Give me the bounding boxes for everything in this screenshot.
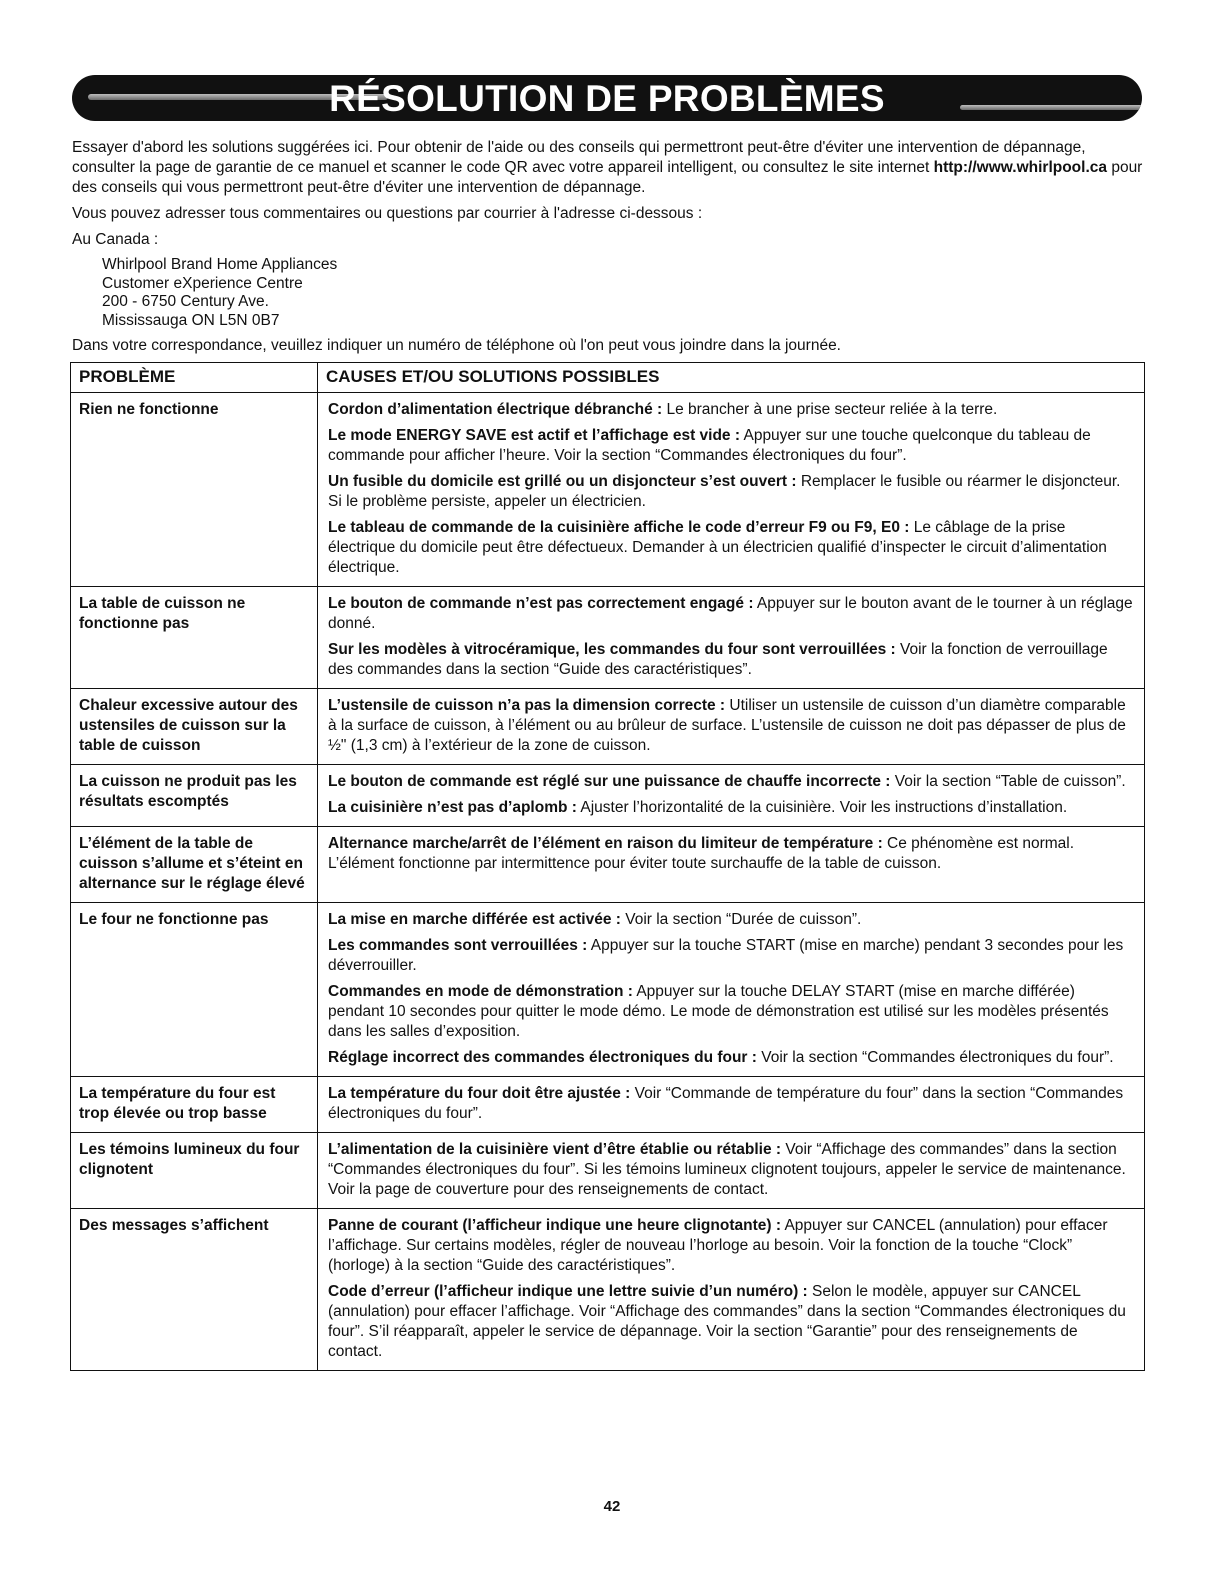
cause-label: La cuisinière n’est pas d’aplomb : — [328, 799, 577, 816]
solutions-cell — [318, 689, 1145, 765]
solution-item — [328, 1216, 1134, 1276]
mailing-address — [102, 256, 1144, 330]
solution-item — [328, 982, 1134, 1042]
solutions-cell — [318, 587, 1145, 689]
page-number: 42 — [603, 1498, 621, 1515]
solution-text: Selon le modèle, appuyer sur CANCEL (annulation) pour effacer l’affichage. Voir “Affichage des commandes” dans la section “Commandes électroniques du four”. S’il réapparaît, appeler le service de dépannage. Voir la section “Garantie” pour des renseignements de contact. — [328, 1283, 1126, 1360]
solution-item — [328, 426, 1134, 466]
solution-item — [328, 1084, 1134, 1124]
troubleshooting-table — [70, 362, 1145, 1371]
cause-label: Code d’erreur (l’afficheur indique une lettre suivie d’un numéro) : — [328, 1283, 808, 1300]
solution-item — [328, 910, 1134, 930]
solution-item — [328, 1140, 1134, 1200]
solution-text: Le câblage de la prise électrique du domicile peut être défectueux. Demander à un électricien qualifié d’inspecter le circuit d’alimentation électrique. — [328, 519, 1107, 576]
solution-text: Voir la section “Durée de cuisson”. — [620, 911, 862, 928]
cause-label: Le bouton de commande n’est pas correctement engagé : — [328, 595, 754, 612]
solution-item — [328, 400, 1134, 420]
solution-item — [328, 472, 1134, 512]
solutions-cell — [318, 393, 1145, 587]
solution-text: Remplacer le fusible ou réarmer le disjoncteur. Si le problème persiste, appeler un électricien. — [328, 473, 1121, 510]
cause-label: Cordon d’alimentation électrique débranché : — [328, 401, 663, 418]
cause-label: L’alimentation de la cuisinière vient d’être établie ou rétablie : — [328, 1141, 782, 1158]
table-row — [71, 765, 1145, 827]
cause-label: Panne de courant (l’afficheur indique une heure clignotante) : — [328, 1217, 781, 1234]
table-row — [71, 1077, 1145, 1133]
problem-cell: L’élément de la table de cuisson s’allume et s’éteint en alternance sur le réglage élevé — [71, 827, 318, 903]
table-row — [71, 1133, 1145, 1209]
problem-cell: Les témoins lumineux du four clignotent — [71, 1133, 318, 1209]
solution-text: Ajuster l’horizontalité de la cuisinière. Voir les instructions d’installation. — [576, 799, 1068, 816]
intro-text-end: pour des conseils qui vous permettront peut-être d'éviter une intervention de dépannage. — [72, 159, 1143, 196]
solution-text: Appuyer sur une touche quelconque du tableau de commande pour afficher l’heure. Voir la section “Commandes électroniques du four”. — [328, 427, 1091, 464]
solution-text: Le brancher à une prise secteur reliée à la terre. — [662, 401, 998, 418]
phone-instructions: Dans votre correspondance, veuillez indiquer un numéro de téléphone où l'on peut vous joindre dans la journée. — [72, 337, 841, 354]
problem-cell: Chaleur excessive autour des ustensiles de cuisson sur la table de cuisson — [71, 689, 318, 765]
country-label: Au Canada : — [72, 231, 159, 248]
address-line: 200 - 6750 Century Ave. — [102, 293, 269, 310]
problem-cell: Le four ne fonctionne pas — [71, 903, 318, 1077]
solution-text: Appuyer sur la touche DELAY START (mise en marche différée) pendant 10 secondes pour quitter le mode démo. Le mode de démonstration est utilisé sur les modèles présentés dans les salles d’exposition. — [328, 983, 1109, 1040]
problem-cell: La cuisson ne produit pas les résultats escomptés — [71, 765, 318, 827]
cause-label: Les commandes sont verrouillées : — [328, 937, 588, 954]
problem-cell: La température du four est trop élevée ou trop basse — [71, 1077, 318, 1133]
solution-text: Voir la section “Table de cuisson”. — [890, 773, 1126, 790]
solutions-cell — [318, 903, 1145, 1077]
solution-item — [328, 936, 1134, 976]
table-row — [71, 689, 1145, 765]
cause-label: Le mode ENERGY SAVE est actif et l’affichage est vide : — [328, 427, 741, 444]
solution-item — [328, 640, 1134, 680]
column-header-problem: PROBLÈME — [71, 363, 318, 393]
cause-label: Le tableau de commande de la cuisinière affiche le code d’erreur F9 ou F9, E0 : — [328, 519, 910, 536]
table-row — [71, 827, 1145, 903]
solution-text: Appuyer sur la touche START (mise en marche) pendant 3 secondes pour les déverrouiller. — [328, 937, 1124, 974]
solution-text: Voir la fonction de verrouillage des commandes dans la section “Guide des caractéristiques”. — [328, 641, 1108, 678]
cause-label: Réglage incorrect des commandes électroniques du four : — [328, 1049, 757, 1066]
website-link[interactable]: http://www.whirlpool.ca — [933, 159, 1108, 176]
solution-text: Ce phénomène est normal. L’élément fonctionne par intermittence pour éviter toute surchauffe de la table de cuisson. — [328, 835, 1075, 872]
table-header-row — [71, 363, 1145, 393]
cause-label: L’ustensile de cuisson n’a pas la dimension correcte : — [328, 697, 726, 714]
intro-text: Essayer d'abord les solutions suggérées ici. Pour obtenir de l'aide ou des conseils qui permettront peut-être d'éviter une intervention de dépannage, consulter la page de garantie de ce manuel et scanner le code QR avec votre appareil intelligent, ou consultez le site internet — [72, 139, 1086, 176]
table-row — [71, 1209, 1145, 1371]
table-row — [71, 587, 1145, 689]
cause-label: Alternance marche/arrêt de l’élément en raison du limiteur de température : — [328, 835, 883, 852]
cause-label: Sur les modèles à vitrocéramique, les commandes du four sont verrouillées : — [328, 641, 896, 658]
solution-item — [328, 594, 1134, 634]
problem-cell: Rien ne fonctionne — [71, 393, 318, 587]
solution-item — [328, 1048, 1134, 1068]
solution-item — [328, 1282, 1134, 1362]
problem-cell: Des messages s’affichent — [71, 1209, 318, 1371]
mail-instructions: Vous pouvez adresser tous commentaires ou questions par courrier à l'adresse ci-dessous : — [72, 205, 703, 222]
intro-section — [72, 138, 1144, 362]
solution-text: Voir “Commande de température du four” dans la section “Commandes électroniques du four”. — [328, 1085, 1124, 1122]
solutions-cell — [318, 765, 1145, 827]
solution-item — [328, 518, 1134, 578]
solutions-cell — [318, 1133, 1145, 1209]
solutions-cell — [318, 1077, 1145, 1133]
address-line: Customer eXperience Centre — [102, 274, 303, 292]
solution-text: Voir “Affichage des commandes” dans la section “Commandes électroniques du four”. Si les témoins lumineux clignotent toujours, appeler le service de maintenance. Voir la page de couverture pour des renseignements de contact. — [328, 1141, 1126, 1198]
cause-label: Un fusible du domicile est grillé ou un disjoncteur s’est ouvert : — [328, 473, 797, 490]
solution-text: Voir la section “Commandes électroniques du four”. — [756, 1049, 1114, 1066]
solutions-cell — [318, 827, 1145, 903]
table-row — [71, 393, 1145, 587]
problem-cell: La table de cuisson ne fonctionne pas — [71, 587, 318, 689]
solution-item — [328, 798, 1134, 818]
cause-label: La mise en marche différée est activée : — [328, 911, 621, 928]
solution-item — [328, 834, 1134, 874]
page-title: RÉSOLUTION DE PROBLÈMES — [329, 78, 885, 119]
solution-item — [328, 772, 1134, 792]
title-banner — [72, 75, 1142, 121]
intro-paragraph — [72, 138, 1144, 198]
solutions-cell — [318, 1209, 1145, 1371]
solution-item — [328, 696, 1134, 756]
address-line: Whirlpool Brand Home Appliances — [102, 256, 338, 273]
column-header-causes: CAUSES ET/OU SOLUTIONS POSSIBLES — [318, 363, 1145, 393]
address-line: Mississauga ON L5N 0B7 — [102, 311, 280, 329]
cause-label: Le bouton de commande est réglé sur une puissance de chauffe incorrecte : — [328, 773, 891, 790]
solution-text: Appuyer sur le bouton avant de le tourner à un réglage donné. — [328, 595, 1133, 632]
table-row — [71, 903, 1145, 1077]
cause-label: Commandes en mode de démonstration : — [328, 983, 633, 1000]
solution-text: Utiliser un ustensile de cuisson d’un diamètre comparable à la surface de cuisson, à l’élément ou au brûleur de surface. L’ustensile de cuisson ne doit pas dépasser de plus de ½" (1,3 cm) à l’extérieur de la zone de cuisson. — [328, 697, 1126, 754]
solution-text: Appuyer sur CANCEL (annulation) pour effacer l’affichage. Sur certains modèles, régler de nouveau l’horloge au besoin. Voir la fonction de la touche “Clock” (horloge) à la section “Guide des caractéristiques”. — [328, 1217, 1108, 1274]
cause-label: La température du four doit être ajustée : — [328, 1085, 631, 1102]
